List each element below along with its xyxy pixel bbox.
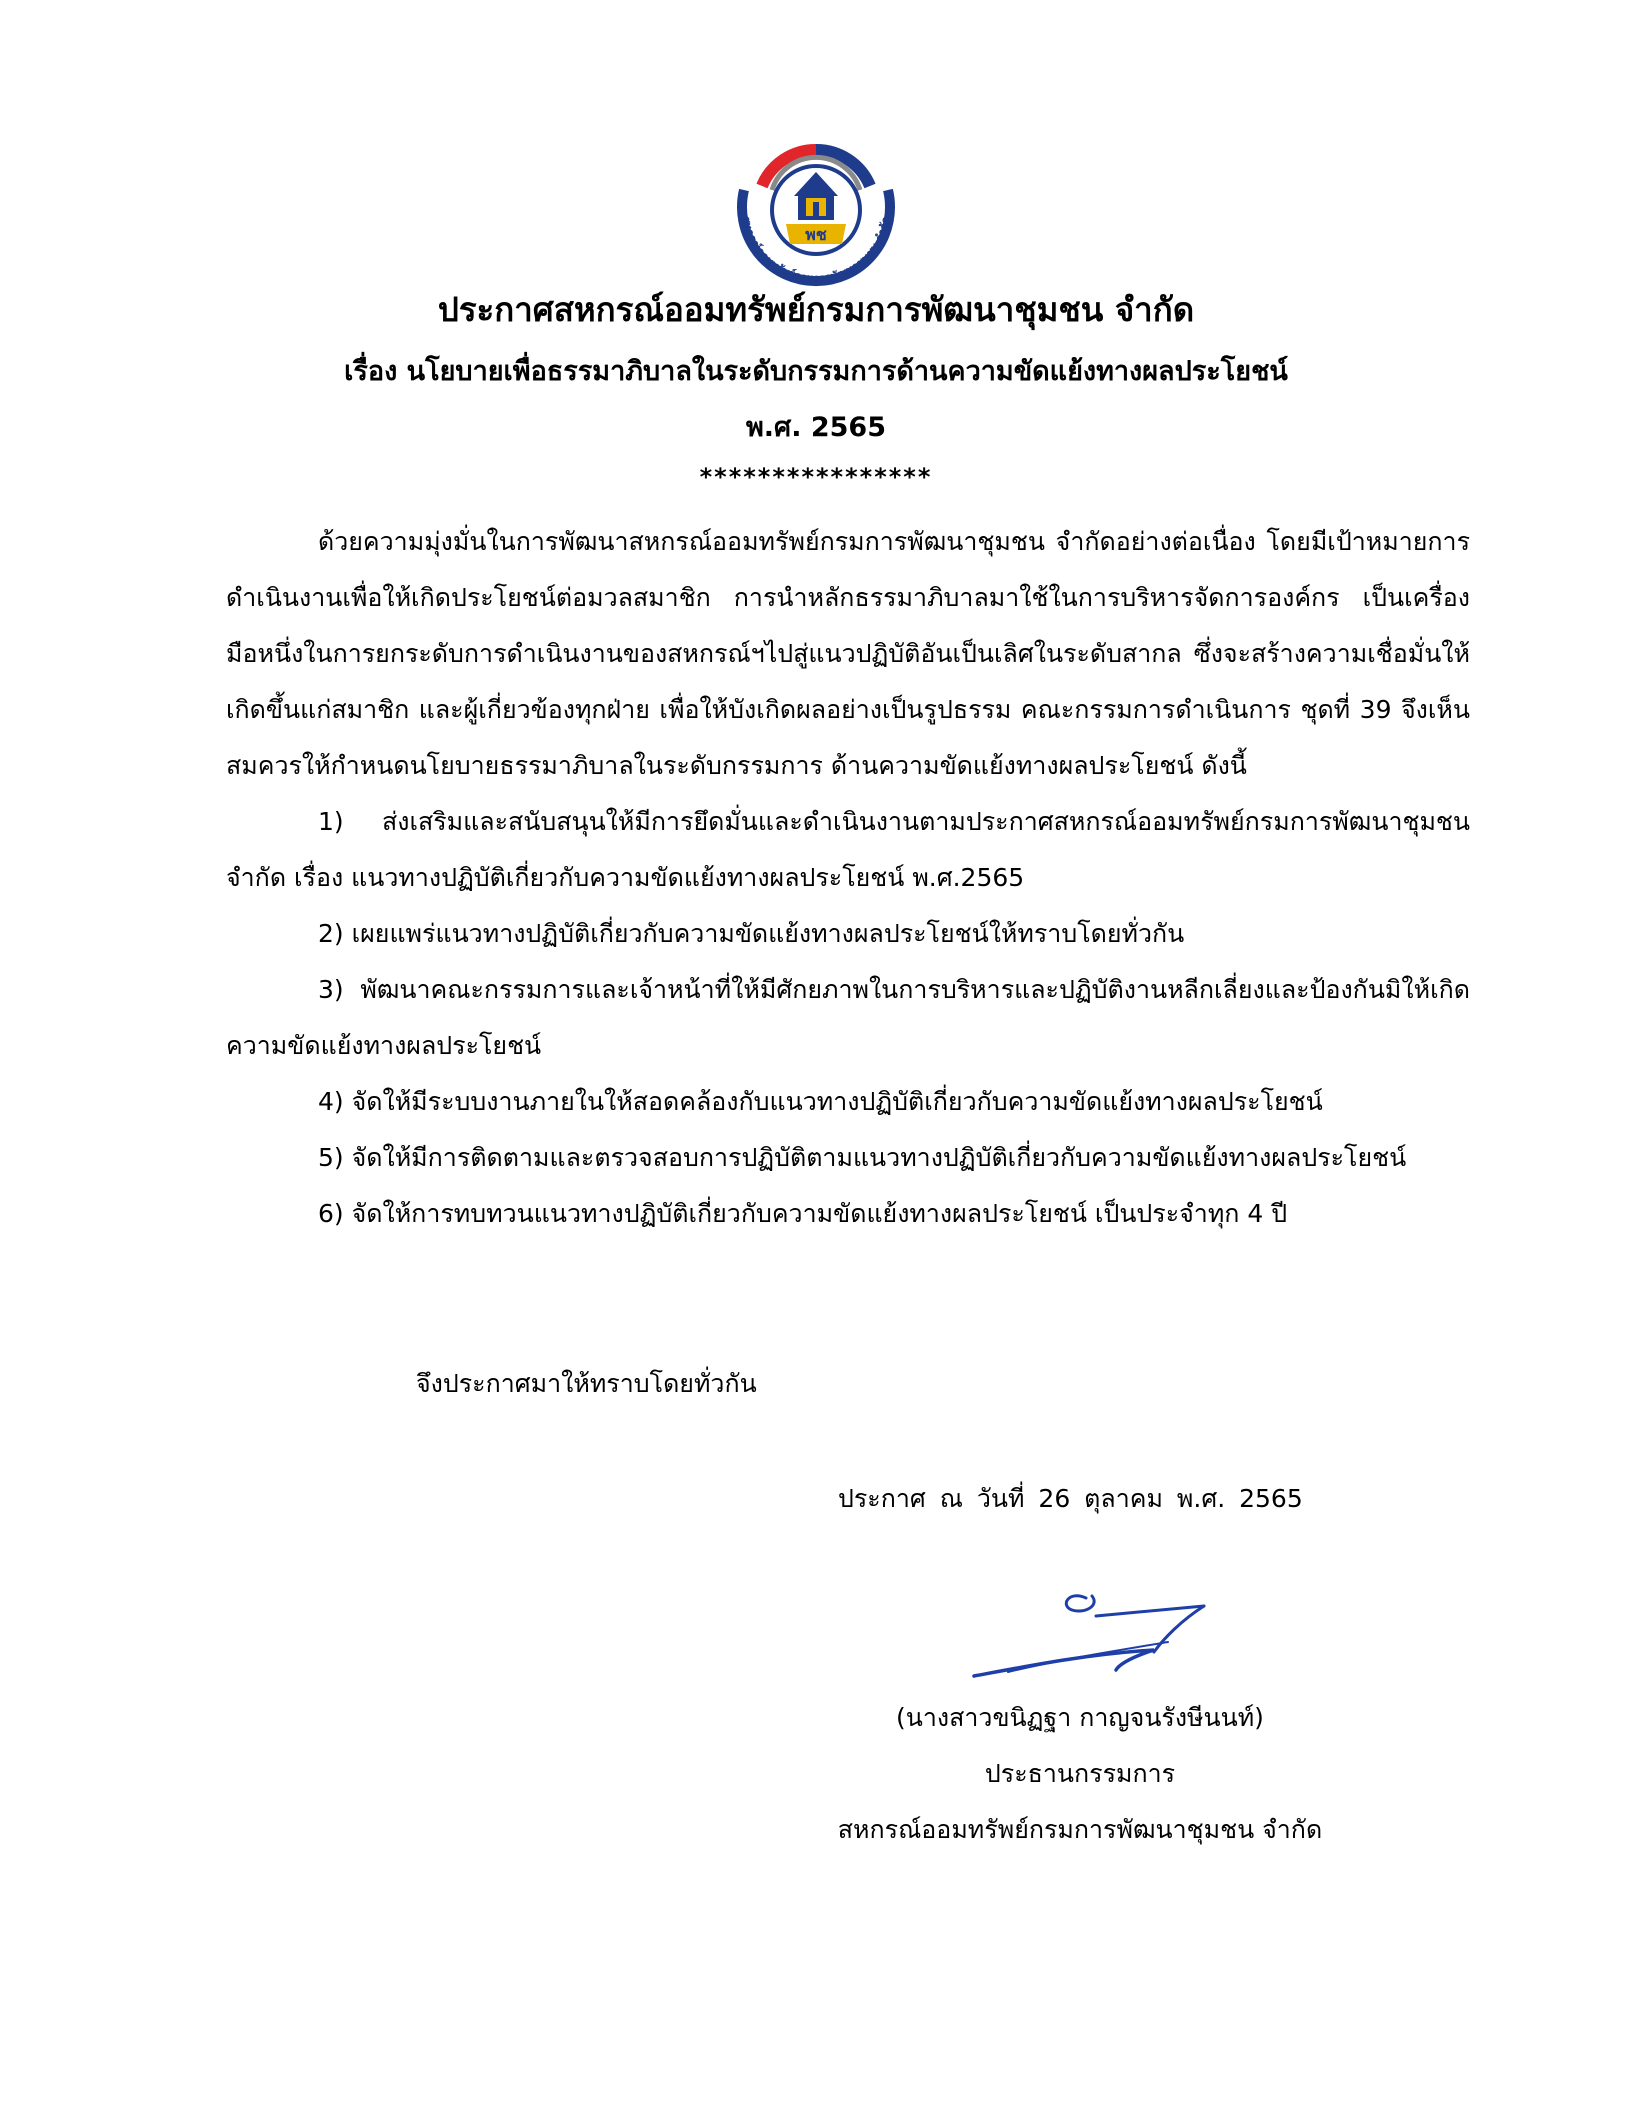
policy-item-3: 3) พัฒนาคณะกรรมการและเจ้าหน้าที่ให้มีศักยภาพในการบริหารและปฏิบัติงานหลีกเลี่ยงและป้องกันมิให้เกิดความขัดแย้งทางผลประโยชน์ xyxy=(226,975,1470,1060)
cooperative-logo xyxy=(702,128,930,288)
signatory-position: ประธานกรรมการ xyxy=(984,1759,1176,1788)
announcement-subject: เรื่อง นโยบายเพื่อธรรมาภิบาลในระดับกรรมการด้านความขัดแย้งทางผลประโยชน์ xyxy=(344,356,1288,387)
policy-item-4: 4) จัดให้มีระบบงานภายในให้สอดคล้องกับแนวทางปฏิบัติเกี่ยวกับความขัดแย้งทางผลประโยชน์ xyxy=(318,1087,1323,1116)
announcement-body xyxy=(226,514,1470,1242)
policy-item-6: 6) จัดให้การทบทวนแนวทางปฏิบัติเกี่ยวกับความขัดแย้งทางผลประโยชน์ เป็นประจำทุก 4 ปี xyxy=(318,1199,1288,1228)
signature-image xyxy=(968,1580,1228,1695)
logo-center-text: พช xyxy=(805,225,827,244)
intro-paragraph: ด้วยความมุ่งมั่นในการพัฒนาสหกรณ์ออมทรัพย์กรมการพัฒนาชุมชน จำกัดอย่างต่อเนื่อง โดยมีเป้าหมายการดำเนินงานเพื่อให้เกิดประโยชน์ต่อมวลสมาชิก การนำหลักธรรมาภิบาลมาใช้ในการบริหารจัดการองค์กร เป็นเครื่องมือหนึ่งในการยกระดับการดำเนินงานของสหกรณ์ฯไปสู่แนวปฏิบัติอันเป็นเลิศในระดับสากล ซึ่งจะสร้างความเชื่อมั่นให้เกิดขึ้นแก่สมาชิก และผู้เกี่ยวข้องทุกฝ่าย เพื่อให้บังเกิดผลอย่างเป็นรูปธรรม คณะกรรมการดำเนินการ ชุดที่ 39 จึงเห็นสมควรให้กำหนดนโยบายธรรมาภิบาลในระดับกรรมการ ด้านความขัดแย้งทางผลประโยชน์ ดังนี้ xyxy=(226,527,1470,780)
policy-item-5: 5) จัดให้มีการติดตามและตรวจสอบการปฏิบัติตามแนวทางปฏิบัติเกี่ยวกับความขัดแย้งทางผลประโยชน์ xyxy=(318,1143,1407,1172)
signature-block xyxy=(800,1690,1360,1858)
announcement-title: ประกาศสหกรณ์ออมทรัพย์กรมการพัฒนาชุมชน จำกัด xyxy=(437,290,1195,329)
logo-ring-text: สหกรณ์ออมทรัพย์กรมการพัฒนาชุมชน จำกัด xyxy=(739,215,893,286)
signatory-organization: สหกรณ์ออมทรัพย์กรมการพัฒนาชุมชน จำกัด xyxy=(837,1815,1323,1844)
announcement-year: พ.ศ. 2565 xyxy=(746,412,886,443)
policy-item-2: 2) เผยแพร่แนวทางปฏิบัติเกี่ยวกับความขัดแย้งทางผลประโยชน์ให้ทราบโดยทั่วกัน xyxy=(318,919,1185,948)
separator-stars: **************** xyxy=(699,463,933,491)
closing-statement: จึงประกาศมาให้ทราบโดยทั่วกัน xyxy=(416,1369,757,1398)
signatory-name: (นางสาวขนิฏฐา กาญจนรังษีนนท์) xyxy=(896,1703,1264,1732)
announcement-date: ประกาศ ณ วันที่ 26 ตุลาคม พ.ศ. 2565 xyxy=(838,1484,1303,1513)
policy-item-1: 1) ส่งเสริมและสนับสนุนให้มีการยึดมั่นและดำเนินงานตามประกาศสหกรณ์ออมทรัพย์กรมการพัฒนาชุมชน จำกัด เรื่อง แนวทางปฏิบัติเกี่ยวกับความขัดแย้งทางผลประโยชน์ พ.ศ.2565 xyxy=(226,807,1470,892)
